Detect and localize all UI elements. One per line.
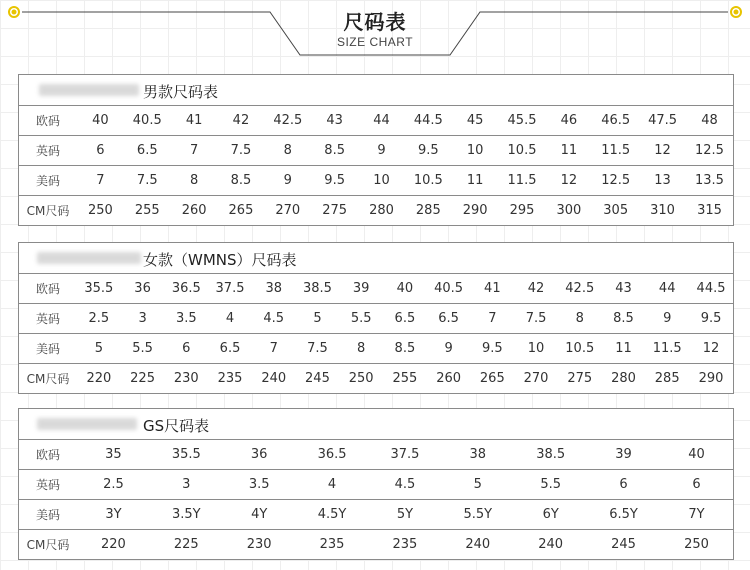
watermark-blur <box>37 418 137 430</box>
size-cell: 3Y <box>77 500 150 530</box>
size-cell: 5Y <box>369 500 442 530</box>
size-cell: 35.5 <box>77 274 121 304</box>
size-cell: 46 <box>545 106 592 136</box>
table-row <box>19 530 733 560</box>
size-cell: 8 <box>558 304 602 334</box>
womens-size-section <box>18 242 734 394</box>
size-cell: 10.5 <box>499 136 546 166</box>
table-row <box>19 274 733 304</box>
size-cell: 2.5 <box>77 304 121 334</box>
size-cell: 40 <box>383 274 427 304</box>
size-cell: 245 <box>587 530 660 560</box>
size-cell: 270 <box>514 364 558 394</box>
row-label: CM尺码 <box>19 364 77 394</box>
row-label: 英码 <box>19 304 77 334</box>
size-cell: 235 <box>369 530 442 560</box>
size-chart-header <box>0 0 750 70</box>
size-cell: 4.5 <box>369 470 442 500</box>
size-cell: 235 <box>208 364 252 394</box>
size-cell: 250 <box>660 530 733 560</box>
size-cell: 42 <box>218 106 265 136</box>
table-row <box>19 166 733 196</box>
size-cell: 10 <box>514 334 558 364</box>
row-label: 欧码 <box>19 274 77 304</box>
row-label: 英码 <box>19 136 77 166</box>
size-cell: 12.5 <box>686 136 733 166</box>
table-row <box>19 470 733 500</box>
size-cell: 4.5Y <box>296 500 369 530</box>
mens-size-section <box>18 74 734 226</box>
size-cell: 8.5 <box>383 334 427 364</box>
gs-size-section <box>18 408 734 560</box>
size-cell: 35.5 <box>150 440 223 470</box>
size-cell: 9 <box>645 304 689 334</box>
size-cell: 44.5 <box>689 274 733 304</box>
size-cell: 11.5 <box>499 166 546 196</box>
size-cell: 240 <box>514 530 587 560</box>
table-row <box>19 304 733 334</box>
size-cell: 5.5 <box>339 304 383 334</box>
size-cell: 3 <box>150 470 223 500</box>
size-cell: 9 <box>427 334 471 364</box>
size-cell: 43 <box>602 274 646 304</box>
size-cell: 285 <box>405 196 452 226</box>
size-cell: 12 <box>545 166 592 196</box>
size-cell: 220 <box>77 364 121 394</box>
size-cell: 12 <box>689 334 733 364</box>
size-cell: 300 <box>545 196 592 226</box>
size-cell: 6Y <box>514 500 587 530</box>
size-cell: 9 <box>264 166 311 196</box>
size-cell: 4Y <box>223 500 296 530</box>
size-cell: 6.5 <box>208 334 252 364</box>
size-cell: 7.5 <box>124 166 171 196</box>
size-cell: 6 <box>77 136 124 166</box>
table-row <box>19 106 733 136</box>
size-cell: 43 <box>311 106 358 136</box>
size-cell: 35 <box>77 440 150 470</box>
size-cell: 36 <box>121 274 165 304</box>
size-cell: 45 <box>452 106 499 136</box>
row-label: 欧码 <box>19 106 77 136</box>
size-cell: 38 <box>441 440 514 470</box>
size-cell: 11 <box>545 136 592 166</box>
size-cell: 3.5 <box>164 304 208 334</box>
size-cell: 260 <box>171 196 218 226</box>
size-cell: 6.5 <box>383 304 427 334</box>
size-cell: 275 <box>558 364 602 394</box>
size-cell: 220 <box>77 530 150 560</box>
size-cell: 40 <box>77 106 124 136</box>
size-cell: 5 <box>441 470 514 500</box>
size-cell: 275 <box>311 196 358 226</box>
size-cell: 7 <box>171 136 218 166</box>
section-title: 男款尺码表 <box>143 83 219 101</box>
size-cell: 4 <box>296 470 369 500</box>
size-cell: 39 <box>339 274 383 304</box>
size-cell: 6 <box>587 470 660 500</box>
size-cell: 42 <box>514 274 558 304</box>
size-cell: 40.5 <box>427 274 471 304</box>
watermark-blur <box>37 252 141 264</box>
size-cell: 48 <box>686 106 733 136</box>
size-cell: 285 <box>645 364 689 394</box>
size-cell: 310 <box>639 196 686 226</box>
size-cell: 45.5 <box>499 106 546 136</box>
size-table <box>19 105 733 225</box>
size-cell: 265 <box>218 196 265 226</box>
size-cell: 40.5 <box>124 106 171 136</box>
size-cell: 7.5 <box>296 334 340 364</box>
size-cell: 2.5 <box>77 470 150 500</box>
size-cell: 8.5 <box>602 304 646 334</box>
size-cell: 4.5 <box>252 304 296 334</box>
size-cell: 245 <box>296 364 340 394</box>
size-cell: 44 <box>358 106 405 136</box>
row-label: CM尺码 <box>19 530 77 560</box>
size-cell: 36 <box>223 440 296 470</box>
size-cell: 290 <box>689 364 733 394</box>
size-cell: 3 <box>121 304 165 334</box>
size-cell: 42.5 <box>264 106 311 136</box>
size-cell: 13.5 <box>686 166 733 196</box>
size-cell: 280 <box>602 364 646 394</box>
size-cell: 5 <box>77 334 121 364</box>
section-title: GS尺码表 <box>143 417 210 435</box>
size-cell: 6 <box>660 470 733 500</box>
size-cell: 7.5 <box>514 304 558 334</box>
size-cell: 255 <box>383 364 427 394</box>
size-cell: 6 <box>164 334 208 364</box>
size-cell: 10 <box>452 136 499 166</box>
size-cell: 9.5 <box>689 304 733 334</box>
section-header <box>19 75 733 105</box>
size-cell: 11 <box>602 334 646 364</box>
size-table <box>19 439 733 559</box>
size-cell: 5.5 <box>121 334 165 364</box>
size-cell: 8 <box>171 166 218 196</box>
size-cell: 40 <box>660 440 733 470</box>
size-cell: 10 <box>358 166 405 196</box>
size-cell: 9.5 <box>470 334 514 364</box>
size-table <box>19 273 733 393</box>
size-cell: 38 <box>252 274 296 304</box>
size-cell: 8 <box>339 334 383 364</box>
size-cell: 7 <box>470 304 514 334</box>
size-cell: 5 <box>296 304 340 334</box>
size-cell: 10.5 <box>558 334 602 364</box>
size-cell: 12.5 <box>592 166 639 196</box>
size-cell: 11.5 <box>645 334 689 364</box>
size-cell: 270 <box>264 196 311 226</box>
size-cell: 44 <box>645 274 689 304</box>
table-row <box>19 500 733 530</box>
size-cell: 8 <box>264 136 311 166</box>
size-cell: 36.5 <box>164 274 208 304</box>
row-label: 美码 <box>19 500 77 530</box>
size-cell: 37.5 <box>208 274 252 304</box>
size-cell: 9.5 <box>311 166 358 196</box>
size-cell: 265 <box>470 364 514 394</box>
size-cell: 250 <box>339 364 383 394</box>
size-cell: 230 <box>164 364 208 394</box>
size-cell: 290 <box>452 196 499 226</box>
row-label: 美码 <box>19 166 77 196</box>
size-cell: 13 <box>639 166 686 196</box>
size-cell: 38.5 <box>514 440 587 470</box>
size-cell: 10.5 <box>405 166 452 196</box>
row-label: 欧码 <box>19 440 77 470</box>
size-cell: 7Y <box>660 500 733 530</box>
size-cell: 37.5 <box>369 440 442 470</box>
size-cell: 44.5 <box>405 106 452 136</box>
page-subtitle: SIZE CHART <box>336 35 414 49</box>
size-cell: 4 <box>208 304 252 334</box>
size-cell: 42.5 <box>558 274 602 304</box>
size-cell: 5.5 <box>514 470 587 500</box>
table-row <box>19 196 733 226</box>
size-cell: 9 <box>358 136 405 166</box>
size-cell: 7 <box>252 334 296 364</box>
page-title: 尺码表 <box>343 10 407 34</box>
size-cell: 12 <box>639 136 686 166</box>
size-cell: 41 <box>171 106 218 136</box>
size-cell: 305 <box>592 196 639 226</box>
size-cell: 225 <box>150 530 223 560</box>
section-header <box>19 243 733 273</box>
row-label: 英码 <box>19 470 77 500</box>
section-title: 女款（WMNS）尺码表 <box>143 251 297 269</box>
size-cell: 47.5 <box>639 106 686 136</box>
section-header <box>19 409 733 439</box>
table-row <box>19 364 733 394</box>
size-cell: 38.5 <box>296 274 340 304</box>
row-label: CM尺码 <box>19 196 77 226</box>
size-cell: 7.5 <box>218 136 265 166</box>
size-cell: 6.5Y <box>587 500 660 530</box>
size-cell: 36.5 <box>296 440 369 470</box>
size-cell: 46.5 <box>592 106 639 136</box>
table-row <box>19 440 733 470</box>
table-row <box>19 136 733 166</box>
watermark-blur <box>39 84 139 96</box>
size-cell: 235 <box>296 530 369 560</box>
size-cell: 9.5 <box>405 136 452 166</box>
table-row <box>19 334 733 364</box>
size-cell: 255 <box>124 196 171 226</box>
size-cell: 11.5 <box>592 136 639 166</box>
size-cell: 3.5Y <box>150 500 223 530</box>
size-cell: 230 <box>223 530 296 560</box>
size-cell: 6.5 <box>427 304 471 334</box>
size-cell: 3.5 <box>223 470 296 500</box>
size-cell: 8.5 <box>311 136 358 166</box>
size-cell: 6.5 <box>124 136 171 166</box>
size-cell: 250 <box>77 196 124 226</box>
size-cell: 240 <box>252 364 296 394</box>
size-cell: 41 <box>470 274 514 304</box>
size-cell: 295 <box>499 196 546 226</box>
size-cell: 5.5Y <box>441 500 514 530</box>
size-cell: 280 <box>358 196 405 226</box>
size-cell: 240 <box>441 530 514 560</box>
size-cell: 11 <box>452 166 499 196</box>
size-cell: 8.5 <box>218 166 265 196</box>
size-cell: 225 <box>121 364 165 394</box>
row-label: 美码 <box>19 334 77 364</box>
size-cell: 315 <box>686 196 733 226</box>
size-cell: 7 <box>77 166 124 196</box>
size-cell: 39 <box>587 440 660 470</box>
size-cell: 260 <box>427 364 471 394</box>
